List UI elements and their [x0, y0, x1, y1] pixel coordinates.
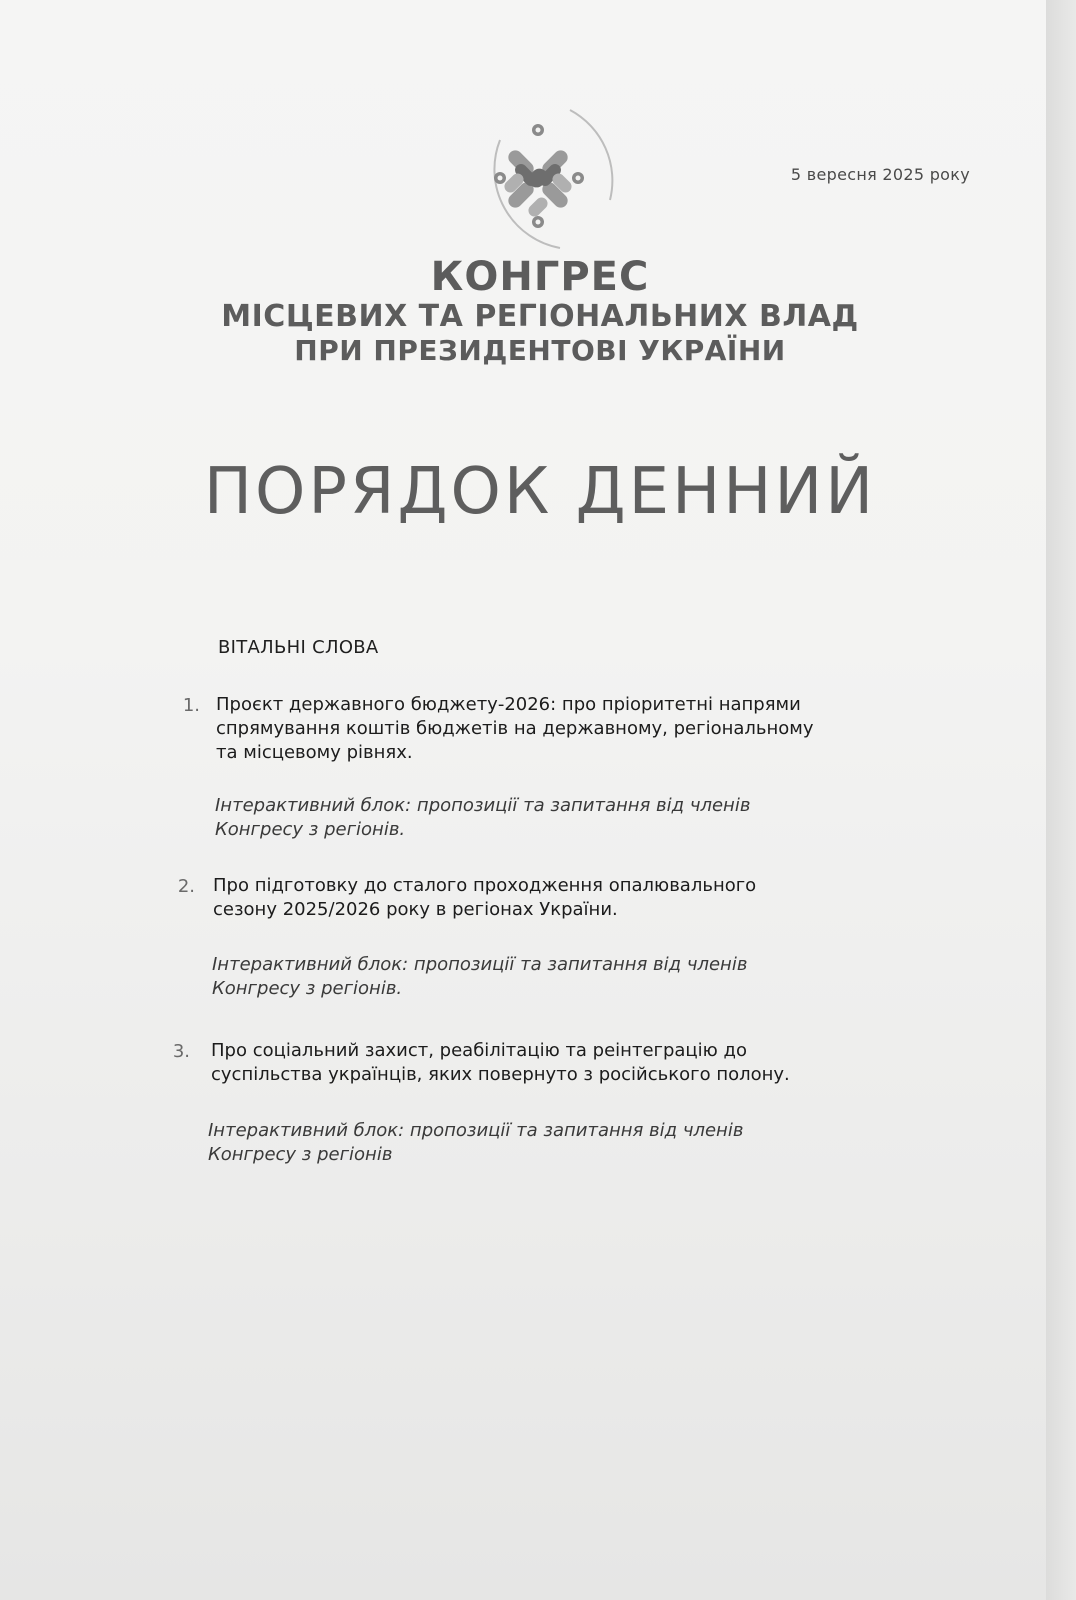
agenda-item-text-line: та місцевому рівнях. — [216, 742, 413, 763]
agenda-item-number: 3. — [172, 1041, 190, 1062]
agenda-item-text-line: Проєкт державного бюджету-2026: про пріоритетні напрями — [216, 694, 801, 715]
organization-name — [120, 254, 960, 368]
agenda-item-number: 1. — [182, 695, 200, 716]
org-name-line1: КОНГРЕС — [430, 254, 650, 300]
page-title: ПОРЯДОК ДЕННИЙ — [203, 455, 877, 529]
agenda-item-note-line: Конгресу з регіонів. — [212, 978, 403, 999]
page-edge-shadow — [1046, 0, 1076, 1600]
agenda-item-note-line: Інтерактивний блок: пропозиції та запитання від членів — [212, 954, 748, 975]
agenda-item-note — [215, 794, 915, 842]
agenda-item-note — [212, 953, 912, 1001]
agenda-item-text — [216, 693, 916, 765]
agenda-item-text-line: спрямування коштів бюджетів на державному, регіональному — [216, 718, 814, 739]
agenda-item-note — [208, 1119, 908, 1167]
agenda-item-text — [211, 1039, 911, 1087]
agenda-item-note-line: Інтерактивний блок: пропозиції та запитання від членів — [215, 795, 751, 816]
document-date: 5 вересня 2025 року — [790, 165, 970, 184]
agenda-item-text — [213, 874, 913, 922]
agenda-item-text-line: Про соціальний захист, реабілітацію та реінтеграцію до — [211, 1040, 748, 1061]
agenda-item-text-line: сезону 2025/2026 року в регіонах України. — [213, 899, 618, 920]
agenda-item-text-line: Про підготовку до сталого проходження опалювального — [213, 875, 757, 896]
org-name-line2: МІСЦЕВИХ ТА РЕГІОНАЛЬНИХ ВЛАД — [221, 299, 859, 334]
congress-emblem-icon — [460, 100, 630, 250]
agenda-item-text-line: суспільства українців, яких повернуто з російського полону. — [211, 1064, 790, 1085]
welcome-section-heading: ВІТАЛЬНІ СЛОВА — [218, 637, 379, 658]
agenda-item-note-line: Конгресу з регіонів. — [215, 819, 406, 840]
agenda-item-note-line: Інтерактивний блок: пропозиції та запитання від членів — [208, 1120, 744, 1141]
agenda-item-number: 2. — [177, 876, 195, 897]
agenda-item-note-line: Конгресу з регіонів — [208, 1144, 393, 1165]
org-name-line3: ПРИ ПРЕЗИДЕНТОВІ УКРАЇНИ — [294, 334, 786, 367]
